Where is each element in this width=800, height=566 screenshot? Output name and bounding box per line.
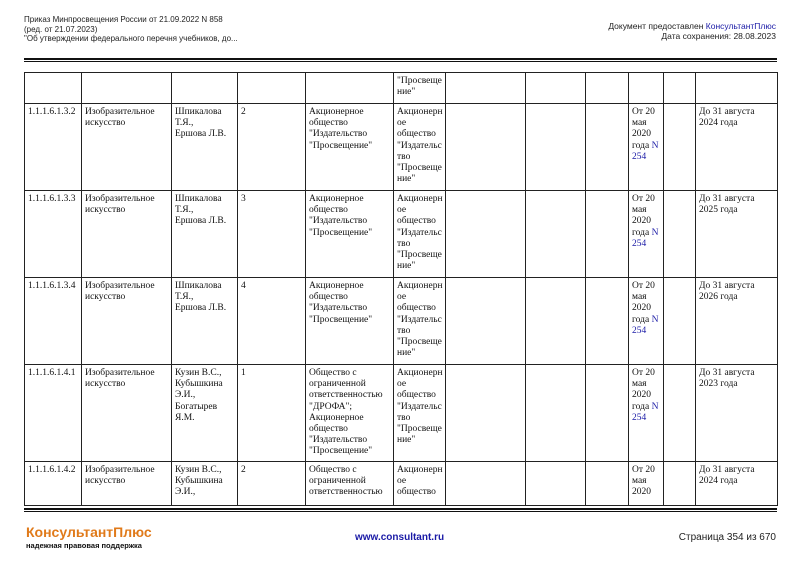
cell-publisher2 <box>394 73 446 104</box>
cell-c9 <box>586 462 629 506</box>
cell-grade <box>238 278 306 365</box>
cell-text: 1.1.1.6.1.3.3 <box>28 194 76 204</box>
cell-authors <box>172 73 238 104</box>
cell-authors <box>172 462 238 506</box>
header-divider <box>24 58 777 60</box>
footer-divider <box>24 508 777 510</box>
cell-text: От 20 мая 2020 года <box>632 194 655 238</box>
consultant-link[interactable]: КонсультантПлюс <box>705 21 776 31</box>
cell-c7 <box>446 104 526 191</box>
cell-text: Изобразительное искусство <box>85 107 155 129</box>
cell-publisher <box>306 191 394 278</box>
cell-until <box>696 191 778 278</box>
cell-text: 1.1.1.6.1.4.1 <box>28 368 76 378</box>
cell-subject <box>82 278 172 365</box>
cell-c11 <box>664 365 696 462</box>
cell-text: Шпикалова Т.Я., Ершова Л.В. <box>175 107 227 140</box>
cell-code <box>25 365 82 462</box>
footer-divider-thin <box>24 511 777 512</box>
page-number: Страница 354 из 670 <box>678 532 776 543</box>
provenance <box>608 21 776 41</box>
cell-text: До 31 августа 2025 года <box>699 194 755 216</box>
cell-text: Акционерн ое общество "Издательс тво "Просвеще ние" <box>397 194 443 272</box>
cell-c8 <box>526 365 586 462</box>
cell-publisher2 <box>394 278 446 365</box>
table-row <box>25 104 778 191</box>
cell-text: Акционерное общество "Издательство "Просвещение" <box>309 107 373 151</box>
cell-subject <box>82 104 172 191</box>
cell-authors <box>172 278 238 365</box>
cell-c11 <box>664 462 696 506</box>
table-row <box>25 462 778 506</box>
cell-date <box>629 73 664 104</box>
cell-text: "Просвеще ние" <box>397 76 442 98</box>
cell-text: Изобразительное искусство <box>85 194 155 216</box>
provided-by-text: Документ предоставлен <box>608 21 706 31</box>
cell-text: 1.1.1.6.1.4.2 <box>28 465 76 475</box>
cell-text: До 31 августа 2024 года <box>699 465 755 487</box>
cell-c9 <box>586 73 629 104</box>
cell-date <box>629 462 664 506</box>
cell-subject <box>82 73 172 104</box>
cell-text: Шпикалова Т.Я., Ершова Л.В. <box>175 281 227 314</box>
cell-c11 <box>664 191 696 278</box>
cell-authors <box>172 365 238 462</box>
cell-text: 1 <box>241 368 246 378</box>
cell-publisher2 <box>394 104 446 191</box>
cell-date <box>629 104 664 191</box>
cell-text: 1.1.1.6.1.3.2 <box>28 107 76 117</box>
cell-publisher2 <box>394 462 446 506</box>
cell-c8 <box>526 278 586 365</box>
cell-grade <box>238 365 306 462</box>
cell-subject <box>82 365 172 462</box>
saved-date: Дата сохранения: 28.08.2023 <box>661 31 776 41</box>
cell-text: До 31 августа 2023 года <box>699 368 755 390</box>
cell-publisher <box>306 365 394 462</box>
table-row <box>25 191 778 278</box>
cell-text: Изобразительное искусство <box>85 368 155 390</box>
cell-text: От 20 мая 2020 года <box>632 107 655 151</box>
table-row <box>25 365 778 462</box>
header-divider-thin <box>24 61 777 62</box>
cell-text: 2 <box>241 107 246 117</box>
cell-grade <box>238 104 306 191</box>
cell-text: От 20 мая 2020 <box>632 465 655 498</box>
cell-text: Акционерн ое общество "Издательс тво "Просвеще ние" <box>397 368 443 446</box>
cell-c9 <box>586 278 629 365</box>
document-title: Приказ Минпросвещения России от 21.09.2022 N 858 (ред. от 21.07.2023) "Об утверждении федерального перечня учебников, до... <box>24 15 238 43</box>
cell-c7 <box>446 462 526 506</box>
cell-code <box>25 278 82 365</box>
cell-text: 1.1.1.6.1.3.4 <box>28 281 76 291</box>
cell-text: 2 <box>241 465 246 475</box>
document-link[interactable]: N 254 <box>632 401 659 423</box>
cell-authors <box>172 104 238 191</box>
cell-c7 <box>446 73 526 104</box>
cell-code <box>25 191 82 278</box>
cell-text: До 31 августа 2024 года <box>699 107 755 129</box>
cell-text: 3 <box>241 194 246 204</box>
cell-c9 <box>586 365 629 462</box>
cell-text: Общество с ограниченной ответственностью <box>309 465 383 498</box>
cell-c8 <box>526 104 586 191</box>
cell-date <box>629 278 664 365</box>
cell-text: Акционерн ое общество <box>397 465 443 498</box>
cell-date <box>629 191 664 278</box>
cell-publisher <box>306 73 394 104</box>
cell-until <box>696 73 778 104</box>
website-link[interactable]: www.consultant.ru <box>355 532 445 543</box>
cell-c8 <box>526 191 586 278</box>
cell-authors <box>172 191 238 278</box>
cell-until <box>696 365 778 462</box>
table-row <box>25 73 778 104</box>
cell-date <box>629 365 664 462</box>
document-link[interactable]: N 254 <box>632 140 659 162</box>
cell-text: Изобразительное искусство <box>85 465 155 487</box>
cell-c7 <box>446 278 526 365</box>
table-row <box>25 278 778 365</box>
cell-text: От 20 мая 2020 года <box>632 368 655 412</box>
cell-text: 4 <box>241 281 246 291</box>
cell-until <box>696 462 778 506</box>
cell-text: Кузин В.С., Кубышкина Э.И., <box>175 465 223 498</box>
cell-c11 <box>664 104 696 191</box>
cell-text: Изобразительное искусство <box>85 281 155 303</box>
cell-code <box>25 462 82 506</box>
cell-c9 <box>586 104 629 191</box>
cell-subject <box>82 191 172 278</box>
cell-text: До 31 августа 2026 года <box>699 281 755 303</box>
cell-text: Акционерн ое общество "Издательс тво "Просвеще ние" <box>397 281 443 359</box>
cell-text: Кузин В.С., Кубышкина Э.И., Богатырев Я.М. <box>175 368 223 423</box>
cell-grade <box>238 191 306 278</box>
cell-c8 <box>526 462 586 506</box>
cell-grade <box>238 73 306 104</box>
document-link[interactable]: N 254 <box>632 227 659 249</box>
cell-c9 <box>586 191 629 278</box>
consultant-logo: КонсультантПлюс <box>26 524 152 540</box>
cell-grade <box>238 462 306 506</box>
document-link[interactable]: N 254 <box>632 314 659 336</box>
cell-c7 <box>446 191 526 278</box>
cell-publisher <box>306 104 394 191</box>
cell-text: Общество с ограниченной ответственностью "ДРОФА"; Акционерное общество "Издательство "Просвещение" <box>309 368 383 457</box>
cell-c11 <box>664 73 696 104</box>
cell-publisher <box>306 278 394 365</box>
cell-until <box>696 104 778 191</box>
cell-c11 <box>664 278 696 365</box>
cell-text: Акционерное общество "Издательство "Просвещение" <box>309 281 373 325</box>
cell-code <box>25 104 82 191</box>
cell-c7 <box>446 365 526 462</box>
cell-code <box>25 73 82 104</box>
textbook-table <box>24 72 778 506</box>
logo-tagline: надежная правовая поддержка <box>26 541 142 550</box>
cell-c8 <box>526 73 586 104</box>
cell-until <box>696 278 778 365</box>
cell-publisher <box>306 462 394 506</box>
cell-text: Акционерное общество "Издательство "Просвещение" <box>309 194 373 238</box>
cell-text: Акционерн ое общество "Издательс тво "Просвеще ние" <box>397 107 443 185</box>
cell-subject <box>82 462 172 506</box>
cell-publisher2 <box>394 365 446 462</box>
cell-text: Шпикалова Т.Я., Ершова Л.В. <box>175 194 227 227</box>
cell-text: От 20 мая 2020 года <box>632 281 655 325</box>
cell-publisher2 <box>394 191 446 278</box>
